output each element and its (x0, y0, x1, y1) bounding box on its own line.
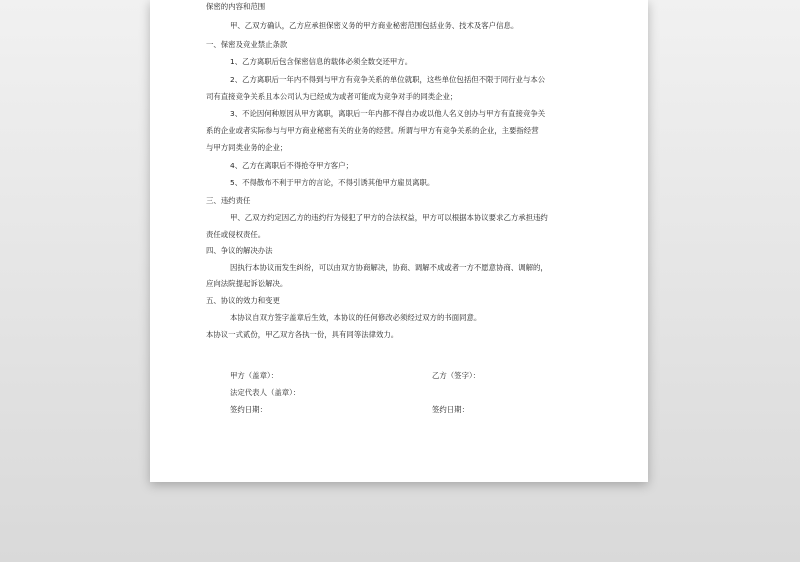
doc-line: 责任或侵权责任。 (206, 230, 266, 239)
doc-line: 4、乙方在离职后不得抢夺甲方客户； (230, 161, 353, 170)
doc-line: 3、不论因何种原因从甲方离职，离职后一年内都不得自办或以他人名义创办与甲方有直接竞争关 (230, 109, 546, 118)
doc-line: 5、不得散布不利于甲方的言论，不得引诱其他甲方雇员离职。 (230, 178, 435, 187)
doc-line: 1、乙方离职后包含保密信息的载体必须全数交还甲方。 (230, 57, 413, 66)
legal-rep-label: 法定代表人（盖章）： (230, 388, 301, 397)
party-b-date-label: 签约日期： (432, 405, 469, 414)
doc-heading: 五、协议的效力和变更 (206, 296, 280, 305)
doc-line: 应向法院提起诉讼解决。 (206, 279, 288, 288)
doc-heading: 三、违约责任 (206, 196, 251, 205)
doc-line: 本协议一式贰份，甲乙双方各执一份，具有同等法律效力。 (206, 330, 399, 339)
document-page (150, 0, 648, 482)
doc-line: 与甲方同类业务的企业； (206, 143, 288, 152)
doc-heading: 四、争议的解决办法 (206, 246, 273, 255)
doc-line: 本协议自双方签字盖章后生效，本协议的任何修改必须经过双方的书面同意。 (230, 313, 482, 322)
doc-line: 2、乙方离职后一年内不得到与甲方有竞争关系的单位就职，这些单位包括但不限于同行业与本公 (230, 75, 546, 84)
doc-line: 甲、乙双方约定因乙方的违约行为侵犯了甲方的合法权益，甲方可以根据本协议要求乙方承担违约 (230, 213, 548, 222)
doc-line: 因执行本协议而发生纠纷，可以由双方协商解决，协商、调解不成或者一方不愿意协商、调解的， (230, 263, 548, 272)
doc-heading: 一、保密及竞业禁止条款 (206, 40, 288, 49)
party-a-date-label: 签约日期： (230, 405, 267, 414)
doc-line: 司有直接竞争关系且本公司认为已经成为或者可能成为竞争对手的同类企业； (206, 92, 458, 101)
doc-line: 保密的内容和范围 (206, 2, 266, 11)
doc-line: 甲、乙双方确认，乙方应承担保密义务的甲方商业秘密范围包括业务、技术及客户信息。 (230, 21, 519, 30)
party-a-seal-label: 甲方（盖章）： (230, 371, 279, 380)
doc-line: 系的企业或者实际参与与甲方商业秘密有关的业务的经营。所谓与甲方有竞争关系的企业，主要指经营 (206, 126, 539, 135)
party-b-sign-label: 乙方（签字）： (432, 371, 481, 380)
